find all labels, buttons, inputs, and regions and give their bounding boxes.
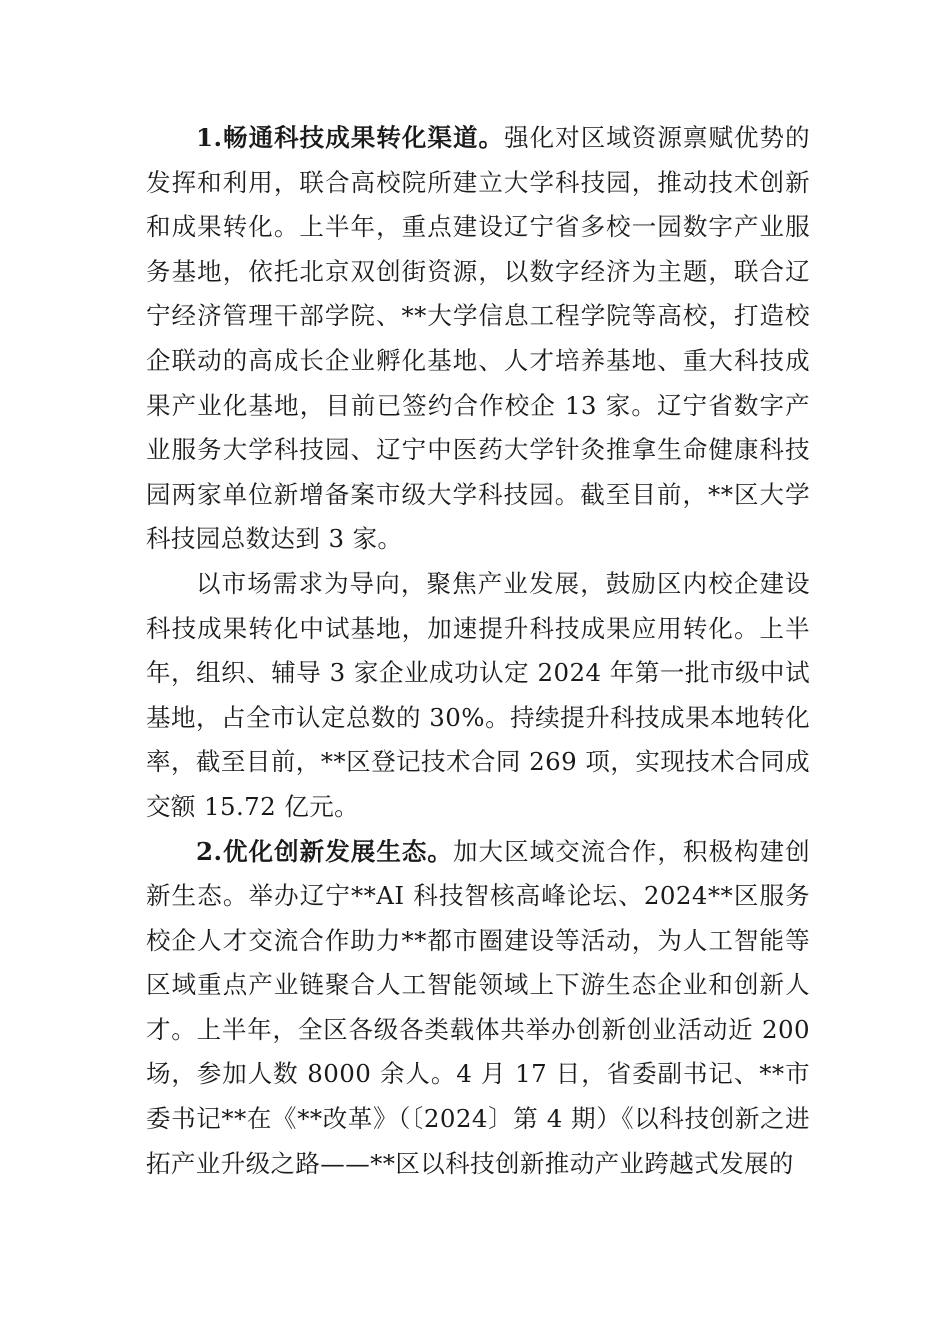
paragraph-heading: 2.优化创新发展生态。 xyxy=(196,836,453,866)
paragraph-heading: 1.畅通科技成果转化渠道。 xyxy=(196,123,505,152)
paragraph-market-demand xyxy=(146,562,810,830)
paragraph-text: 加大区域交流合作，积极构建创新生态。举办辽宁**AI 科技智核高峰论坛、2024**区服务校企人才交流合作助力**都市圈建设等活动，为人工智能等区域重点产业链聚合人工智能领域上下游生态企业和创新人才。上半年，全区各级各类载体共举办创新创业活动近 200 场，参加人数 8000 余人。4 月 17 日，省委副书记、**市委书记**在《**改革》（〔2024〕第 4 期）《以科技创新之进拓产业升级之路——**区以科技创新推动产业跨越式发展的 xyxy=(146,836,810,1178)
paragraph-text: 强化对区域资源禀赋优势的发挥和利用，联合高校院所建立大学科技园，推动技术创新和成果转化。上半年，重点建设辽宁省多校一园数字产业服务基地，依托北京双创街资源，以数字经济为主题，联合辽宁经济管理干部学院、**大学信息工程学院等高校，打造校企联动的高成长企业孵化基地、人才培养基地、重大科技成果产业化基地，目前已签约合作校企 13 家。辽宁省数字产业服务大学科技园、辽宁中医药大学针灸推拿生命健康科技园两家单位新增备案市级大学科技园。截至目前，**区大学科技园总数达到 3 家。 xyxy=(146,123,810,554)
paragraph-text: 以市场需求为导向，聚焦产业发展，鼓励区内校企建设科技成果转化中试基地，加速提升科技成果应用转化。上半年，组织、辅导 3 家企业成功认定 2024 年第一批市级中试基地，占全市认定总数的 30%。持续提升科技成果本地转化率，截至目前，**区登记技术合同 269 项，实现技术合同成交额 15.72 亿元。 xyxy=(146,568,810,821)
paragraph-innovation-ecosystem xyxy=(146,830,810,1187)
paragraph-tech-transfer-channel xyxy=(146,116,810,562)
document-body xyxy=(146,116,810,1186)
